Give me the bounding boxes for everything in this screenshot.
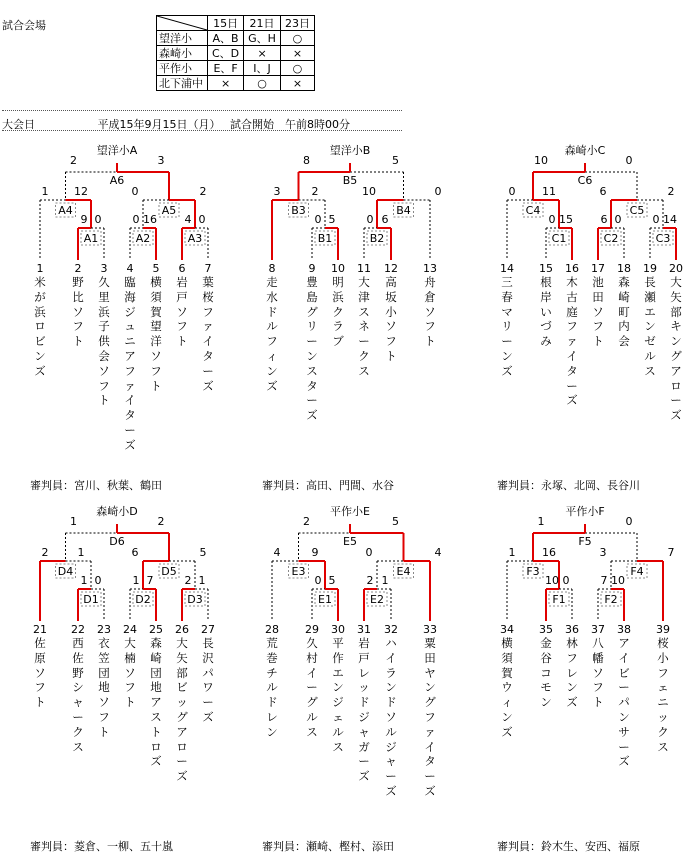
venue-header-day: 21日	[244, 16, 281, 31]
bracket-1-final-label: B5	[342, 174, 358, 187]
bracket-0-semi-left-label: A4	[58, 204, 73, 217]
bracket-5-semi-left-score: 16	[542, 546, 556, 559]
bracket-2-team-name: 大矢部キングアローズ	[670, 275, 682, 423]
venue-cell: C、D	[208, 46, 244, 61]
venue-section-title: 試合会場	[2, 19, 46, 32]
bracket-5-team-number: 34	[500, 623, 514, 636]
bracket-2-referees: 審判員：永塚、北岡、長谷川	[497, 479, 640, 492]
bracket-4-team-number: 33	[423, 623, 437, 636]
bracket-4-team-number: 31	[357, 623, 371, 636]
bracket-2-team-name: 根岸いづみ	[540, 275, 552, 349]
bracket-4-semi-right-label: E4	[396, 565, 411, 578]
bracket-2-sub-left-score: 15	[559, 213, 573, 226]
bracket-1-sub-right-label: B2	[369, 232, 385, 245]
bracket-0-score-right: 3	[157, 154, 165, 167]
bracket-5-sub-right-label: F2	[604, 593, 618, 606]
bracket-0-team-name: 葉桜ファイターズ	[202, 275, 214, 393]
bracket-5-semi-right-score: 7	[667, 546, 675, 559]
bracket-1-sub-right-score: 0	[366, 213, 374, 226]
bracket-2-sub-right-score: 14	[663, 213, 677, 226]
bracket-3-team-name: 長沢パワーズ	[202, 636, 214, 724]
venue-cell: ○	[280, 61, 314, 76]
venue-cell: ×	[280, 76, 314, 91]
bracket-3-semi-right-score: 6	[131, 546, 139, 559]
bracket-4-semi-left-score: 9	[311, 546, 319, 559]
bracket-1-semi-left-label: B3	[291, 204, 306, 217]
bracket-0-sub-left-label: A1	[83, 232, 99, 245]
bracket-3-team-name: 西佐野シャークス	[72, 636, 84, 754]
bracket-3-team-number: 27	[201, 623, 215, 636]
venue-name: 望洋小	[157, 31, 208, 46]
bracket-3-semi-left-score: 2	[41, 546, 49, 559]
bracket-1-sub-left-label: B1	[317, 232, 333, 245]
bracket-1-team-number: 12	[384, 262, 398, 275]
bracket-3-sub-right-score: 7	[146, 574, 154, 587]
bracket-2-team-number: 15	[539, 262, 553, 275]
bracket-2-team-name: 長瀬エンゼルス	[644, 275, 656, 378]
bracket-4-team-name: 平作エンジェルス	[332, 636, 344, 754]
bracket-1-semi-left-score: 2	[311, 185, 319, 198]
bracket-3-sub-right-0-label: D2	[135, 593, 151, 606]
bracket-0-sub-right-score: 16	[143, 213, 157, 226]
bracket-2-team-name: 池田ソフト	[592, 275, 604, 349]
bracket-2-semi-left-label: C4	[525, 204, 541, 217]
bracket-3-sub-left-score: 0	[94, 574, 102, 587]
bracket-4-sub-left-label: E1	[318, 593, 332, 606]
bracket-2-sub-left-score: 0	[548, 213, 556, 226]
venue-cell: ○	[244, 76, 281, 91]
bracket-0-team-number: 7	[204, 262, 212, 275]
bracket-4-semi-left-label: E3	[291, 565, 306, 578]
bracket-3-team-number: 24	[123, 623, 137, 636]
bracket-0-final-label: A6	[109, 174, 125, 187]
bracket-2-sub-right-0-label: C2	[603, 232, 619, 245]
bracket-2-sub-right-score: 0	[614, 213, 622, 226]
bracket-0-team-number: 5	[152, 262, 160, 275]
bracket-4-sub-right-score: 1	[381, 574, 389, 587]
venue-cell: ×	[208, 76, 244, 91]
event-label: 大会日	[2, 118, 35, 131]
bracket-3-semi-right-score: 5	[199, 546, 207, 559]
event-start-time: 試合開始 午前8時00分	[230, 118, 350, 131]
bracket-0-score-left: 2	[70, 154, 77, 167]
bracket-0-title: 望洋小A	[96, 144, 138, 157]
bracket-1-team-number: 8	[268, 262, 276, 275]
bracket-0-semi-left-score: 12	[74, 185, 88, 198]
bracket-4-team-number: 28	[265, 623, 279, 636]
bracket-5-team-name: 林フレンズ	[566, 636, 578, 710]
bracket-3-sub-right-1-label: D3	[187, 593, 203, 606]
bracket-4-team-name: 岩戸レッドジャガーズ	[358, 636, 370, 784]
bracket-5-team-number: 35	[539, 623, 553, 636]
venue-cell: G、H	[244, 31, 281, 46]
bracket-2-semi-right-label: C5	[629, 204, 645, 217]
bracket-1-team-name: 高坂小ソフト	[385, 275, 397, 363]
bracket-4-sub-right-label: E2	[370, 593, 384, 606]
bracket-3-team-name: 衣笠団地ソフト	[98, 636, 110, 739]
bracket-2-final-label: C6	[577, 174, 593, 187]
bracket-1-team-name: 豊島グリーンスターズ	[306, 275, 318, 423]
bracket-2-team-number: 18	[617, 262, 631, 275]
bracket-2-sub-right-score: 0	[652, 213, 660, 226]
bracket-3-team-number: 25	[149, 623, 163, 636]
bracket-5-title: 平作小F	[565, 505, 605, 518]
bracket-0-team-number: 6	[178, 262, 186, 275]
bracket-2-team-name: 森崎町内会	[618, 275, 630, 349]
bracket-1-referees: 審判員：高田、門間、水谷	[262, 479, 394, 492]
bracket-0-sub-left-score: 9	[80, 213, 88, 226]
bracket-2-semi-right-score: 6	[599, 185, 607, 198]
bracket-1-sub-right-score: 6	[381, 213, 389, 226]
bracket-3-sub-left-label: D1	[83, 593, 99, 606]
bracket-3-semi-left-label: D4	[57, 565, 74, 578]
bracket-2-semi-right-score: 2	[667, 185, 675, 198]
bracket-4-team-number: 29	[305, 623, 319, 636]
bracket-3-team-number: 23	[97, 623, 111, 636]
venue-cell: A、B	[208, 31, 244, 46]
bracket-3-team-name: 大楠ソフト	[124, 636, 136, 710]
bracket-1-team-number: 13	[423, 262, 437, 275]
bracket-3-sub-right-score: 2	[184, 574, 192, 587]
bracket-1-sub-left-score: 5	[328, 213, 336, 226]
bracket-4-semi-right-score: 4	[434, 546, 442, 559]
bracket-0-team-name: 横須賀望洋ソフト	[150, 275, 162, 393]
bracket-5-team-name: 金谷コモン	[540, 636, 552, 710]
bracket-1-semi-left-score: 3	[273, 185, 281, 198]
bracket-5-team-name: アイビーパンサーズ	[618, 636, 630, 769]
bracket-4-title: 平作小E	[330, 505, 370, 518]
venue-header-day: 23日	[280, 16, 314, 31]
bracket-1-team-name: 走水ドルフィンズ	[266, 275, 278, 393]
bracket-0-team-number: 3	[100, 262, 108, 275]
bracket-3-team-name: 佐原ソフト	[34, 636, 46, 710]
bracket-1-team-name: 大津スネークス	[358, 275, 370, 378]
bracket-5-team-name: 八幡ソフト	[592, 636, 604, 710]
bracket-0-referees: 審判員：宮川、秋葉、鶴田	[30, 479, 162, 492]
bracket-2-team-name: 三春マリーンズ	[501, 275, 513, 378]
bracket-2-score-left: 10	[534, 154, 548, 167]
bracket-5-semi-right-score: 3	[599, 546, 607, 559]
bracket-0-team-number: 4	[126, 262, 134, 275]
bracket-0-sub-right-score: 0	[132, 213, 140, 226]
bracket-2-sub-right-score: 6	[600, 213, 608, 226]
venue-name: 北下浦中	[157, 76, 208, 91]
bracket-1-team-name: 舟倉ソフト	[424, 275, 436, 349]
bracket-5-sub-right-score: 10	[611, 574, 625, 587]
bracket-4-team-number: 32	[384, 623, 398, 636]
bracket-5-team-number: 36	[565, 623, 579, 636]
bracket-4-sub-left-score: 0	[314, 574, 322, 587]
bracket-3-sub-right-score: 1	[132, 574, 140, 587]
bracket-2-semi-left-score: 11	[542, 185, 556, 198]
bracket-4-referees: 審判員：瀬崎、樫村、添田	[262, 840, 394, 853]
bracket-3-team-name: 大矢部ビッグアローズ	[176, 636, 188, 784]
bracket-4-team-number: 30	[331, 623, 345, 636]
bracket-5-team-number: 39	[656, 623, 670, 636]
bracket-2-team-number: 19	[643, 262, 657, 275]
bracket-0-sub-right-1-label: A3	[187, 232, 203, 245]
bracket-0-semi-left-score: 1	[41, 185, 49, 198]
bracket-3-team-number: 22	[71, 623, 85, 636]
bracket-2-title: 森崎小C	[564, 144, 606, 157]
venue-name: 森崎小	[157, 46, 208, 61]
bracket-5-referees: 審判員：鈴木生、安西、福原	[497, 840, 640, 853]
bracket-0-semi-right-score: 0	[131, 185, 139, 198]
bracket-5-team-number: 38	[617, 623, 631, 636]
bracket-2-team-number: 16	[565, 262, 579, 275]
bracket-2-sub-right-1-label: C3	[655, 232, 671, 245]
bracket-0-semi-right-score: 2	[199, 185, 207, 198]
venue-cell: ×	[244, 46, 281, 61]
event-date: 平成15年9月15日（月）	[97, 118, 221, 131]
bracket-0-sub-right-score: 0	[198, 213, 206, 226]
venue-cell: ○	[280, 31, 314, 46]
bracket-0-team-number: 2	[74, 262, 82, 275]
bracket-2-team-name: 木古庭ファイターズ	[566, 275, 578, 408]
bracket-4-team-name: 荒巻チルドレン	[266, 636, 278, 739]
bracket-1-team-number: 9	[308, 262, 316, 275]
bracket-0-semi-right-label: A5	[161, 204, 177, 217]
bracket-3-title: 森崎小D	[96, 505, 138, 518]
bracket-5-final-label: F5	[578, 535, 592, 548]
bracket-0-team-name: 臨海ジュニアファイターズ	[124, 275, 136, 452]
bracket-4-sub-right-score: 2	[366, 574, 374, 587]
venue-cell: I、J	[244, 61, 281, 76]
venue-header-day: 15日	[208, 16, 244, 31]
bracket-3-score-left: 1	[70, 515, 77, 528]
bracket-1-sub-left-score: 0	[314, 213, 322, 226]
bracket-1-title: 望洋小B	[329, 144, 371, 157]
bracket-5-team-name: 横須賀ウィンズ	[501, 636, 513, 739]
bracket-5-score-left: 1	[537, 515, 545, 528]
bracket-2-team-number: 17	[591, 262, 605, 275]
bracket-1-score-left: 8	[303, 154, 310, 167]
bracket-5-team-name: 桜小フェニックス	[657, 636, 669, 754]
bracket-5-semi-right-label: F4	[630, 565, 644, 578]
bracket-4-team-name: 久村イーグルス	[306, 636, 318, 739]
bracket-2-team-number: 14	[500, 262, 514, 275]
bracket-4-team-name: 粟田ヤングファイターズ	[424, 636, 436, 798]
bracket-1-team-name: 明浜クラブ	[332, 275, 344, 349]
bracket-3-team-number: 21	[33, 623, 47, 636]
bracket-0-sub-right-score: 4	[184, 213, 192, 226]
venue-name: 平作小	[157, 61, 208, 76]
bracket-2-sub-left-label: C1	[551, 232, 567, 245]
bracket-4-score-right: 5	[392, 515, 399, 528]
bracket-4-semi-right-score: 0	[365, 546, 373, 559]
bracket-1-team-number: 11	[357, 262, 371, 275]
bracket-3-referees: 審判員：菱倉、一柳、五十嵐	[30, 840, 173, 853]
bracket-5-score-right: 0	[625, 515, 633, 528]
bracket-0-team-name: 久里浜子供会ソフト	[98, 275, 110, 408]
bracket-2-team-number: 20	[669, 262, 683, 275]
bracket-3-sub-right-score: 1	[198, 574, 206, 587]
bracket-0-sub-left-score: 0	[94, 213, 102, 226]
bracket-3-semi-right-label: D5	[161, 565, 177, 578]
bracket-3-semi-left-score: 1	[77, 546, 85, 559]
bracket-5-sub-left-label: F1	[552, 593, 566, 606]
bracket-1-semi-right-score: 10	[362, 185, 376, 198]
bracket-2-semi-left-score: 0	[508, 185, 516, 198]
bracket-0-team-name: 米が浜ロビンズ	[34, 275, 46, 378]
bracket-3-score-right: 2	[157, 515, 165, 528]
bracket-4-team-name: ハイランドソルジャーズ	[385, 636, 397, 798]
bracket-5-semi-left-score: 1	[508, 546, 516, 559]
bracket-3-team-number: 26	[175, 623, 189, 636]
bracket-3-sub-left-score: 1	[80, 574, 88, 587]
bracket-5-team-number: 37	[591, 623, 605, 636]
bracket-1-team-number: 10	[331, 262, 345, 275]
bracket-1-semi-right-label: B4	[396, 204, 411, 217]
bracket-3-final-label: D6	[109, 535, 125, 548]
bracket-5-sub-right-score: 7	[600, 574, 608, 587]
venue-cell: ×	[280, 46, 314, 61]
bracket-0-team-name: 岩戸ソフト	[176, 275, 188, 349]
bracket-4-sub-left-score: 5	[328, 574, 336, 587]
bracket-5-semi-left-label: F3	[526, 565, 540, 578]
venue-cell: E、F	[208, 61, 244, 76]
bracket-5-sub-left-score: 10	[545, 574, 559, 587]
bracket-2-score-right: 0	[625, 154, 633, 167]
bracket-0-team-number: 1	[36, 262, 44, 275]
bracket-4-final-label: E5	[343, 535, 357, 548]
bracket-3-team-name: 森崎団地アストロズ	[150, 636, 162, 769]
bracket-0-team-name: 野比ソフト	[72, 275, 84, 349]
bracket-4-semi-left-score: 4	[273, 546, 281, 559]
bracket-4-score-left: 2	[303, 515, 310, 528]
bracket-1-score-right: 5	[392, 154, 399, 167]
bracket-0-sub-right-0-label: A2	[135, 232, 151, 245]
bracket-1-semi-right-score: 0	[434, 185, 442, 198]
bracket-5-sub-left-score: 0	[562, 574, 570, 587]
